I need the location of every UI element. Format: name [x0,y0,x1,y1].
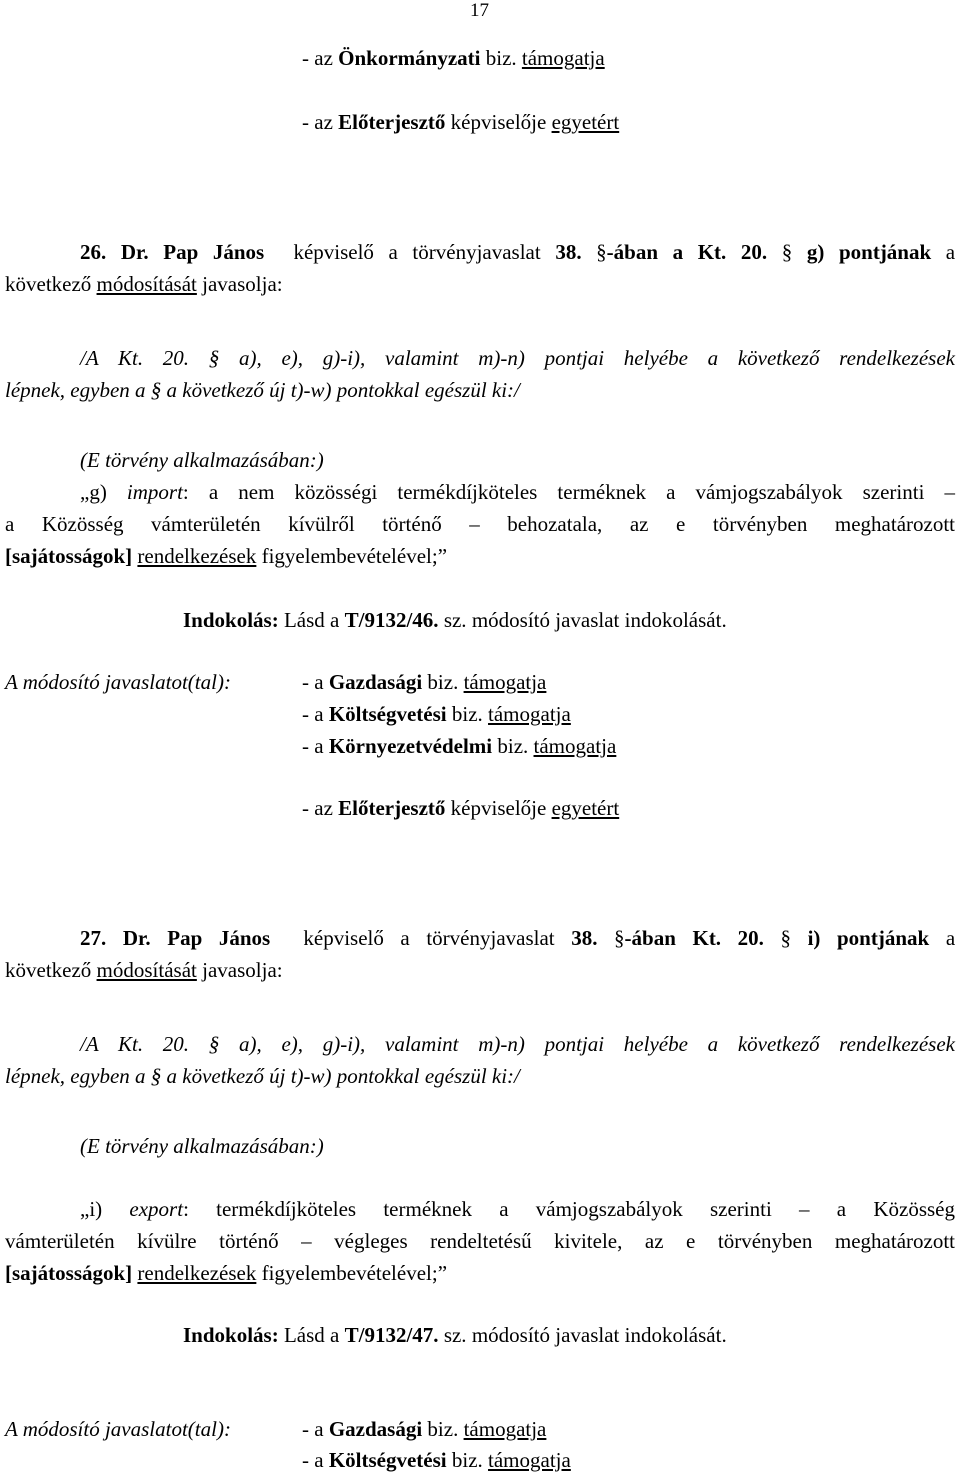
text: § [596,240,607,264]
decision: támogatja [488,1448,571,1472]
item-26-support-kornyezetvedelmi [302,733,616,759]
text: képviselő a törvényjavaslat [303,926,572,950]
point-ref: i) pontjának [807,926,930,950]
item-26-quote-line1 [5,345,955,371]
item-26-support-gazdasagi [302,669,546,695]
support-label: A módosító javaslatot(tal): [5,670,231,694]
decision: egyetért [551,110,620,134]
text: „i) [80,1197,130,1221]
item-26-quote-line2 [5,377,520,403]
document-ref: T/9132/46. [344,608,439,632]
presenter-label: Előterjesztő [338,796,446,820]
item-27-heading-cont [5,957,283,983]
item-27-quote-line2 [5,1063,520,1089]
item-26-context [80,447,324,473]
text: módosítását [96,272,197,296]
text: biz. [480,46,522,70]
text: módosító javaslat indokolását. [466,1323,727,1347]
item-26-support-label [5,669,231,695]
committee-name: Gazdasági [328,1417,423,1441]
item-number: 26. [80,240,107,264]
text: javasolja: [196,958,283,982]
text: a [945,926,956,950]
justification-label: Indokolás: [183,608,279,632]
committee-name: Gazdasági [328,670,423,694]
quote-text: /A Kt. 20. § a), e), g)-i), valamint m)-n) pontjai helyébe a következő rendelkezések [80,1032,955,1056]
item-26-definition-line2: a Közösség vámterületén kívülről történő – behozatala, az e törvényben meghatározott [5,512,955,536]
text: biz. [492,734,534,758]
text: biz. [422,670,464,694]
text: - a [302,1417,329,1441]
item-27-support-koltsegvetesi [302,1447,571,1473]
text: : termékdíjköteles terméknek a vámjogszabályok szerinti – a Közösség [183,1197,955,1221]
text: a [945,240,956,264]
text: figyelembevételével;” [256,544,448,568]
text: § [614,926,625,950]
point-ref: g) pontjának [806,240,932,264]
support-line-onkormanyzati [302,45,605,71]
item-27-context [80,1133,324,1159]
decision: egyetért [551,796,620,820]
item-26-support-koltsegvetesi [302,701,571,727]
section-ref: 38. [555,240,582,264]
text: : a nem közösségi termékdíjköteles terméknek a vámjogszabályok szerinti – [182,480,955,504]
deleted-text: [sajátosságok] [5,1261,133,1285]
item-27-support-label [5,1416,231,1442]
text: biz. [422,1417,464,1441]
representative-name: Pap János [167,926,271,950]
text: Lásd a [278,608,345,632]
text: - az [302,110,339,134]
item-26-definition-line1 [5,479,955,505]
decision: támogatja [521,46,605,70]
text: következő [5,958,97,982]
text: figyelembevételével;” [256,1261,448,1285]
text: javasolja: [196,272,283,296]
text: - a [302,670,329,694]
law-ref: Kt. 20. [697,240,768,264]
text: képviselő a törvényjavaslat [293,240,556,264]
text: - a [302,1448,329,1472]
item-number: 27. [80,926,107,950]
document-ref: T/9132/47. [344,1323,439,1347]
section-ref: 38. [571,926,598,950]
defined-term: export [129,1197,184,1221]
decision: támogatja [533,734,617,758]
item-26-definition-line3 [5,543,447,569]
item-27-justification [183,1322,727,1348]
text: - az [302,46,339,70]
text: képviselője [445,796,552,820]
representative-name: Pap János [163,240,265,264]
committee-name: Költségvetési [328,702,447,726]
text: - a [302,702,329,726]
item-27-definition-line2: vámterületén kívülre történő – végleges rendeltetésű kivitele, az e törvényben meghatározott [5,1229,955,1253]
presenter-label: Előterjesztő [338,110,446,134]
text: § [780,926,791,950]
page-number: 17 [470,0,489,21]
text: Lásd a [278,1323,345,1347]
text: következő [5,272,97,296]
decision: támogatja [463,670,547,694]
context-text: (E törvény alkalmazásában:) [80,448,324,472]
title: Dr. [122,926,151,950]
text: módosító javaslat indokolását. [466,608,727,632]
title: Dr. [120,240,149,264]
text: sz. [438,1323,467,1347]
text: sz. [438,608,467,632]
item-27-support-gazdasagi [302,1416,546,1442]
text: -ában [624,926,693,950]
context-text: (E törvény alkalmazásában:) [80,1134,324,1158]
law-ref: Kt. 20. [692,926,764,950]
text: - az [302,796,339,820]
text: képviselője [445,110,552,134]
text: biz. [446,1448,489,1472]
decision: támogatja [463,1417,547,1441]
text: módosítását [96,958,197,982]
item-26-heading [5,239,955,265]
quote-text: /A Kt. 20. § a), e), g)-i), valamint m)-n) pontjai helyébe a következő rendelkezések [80,346,955,370]
text: biz. [446,702,489,726]
defined-term: import [126,480,183,504]
inserted-text: rendelkezések [137,544,257,568]
item-27-heading [5,925,955,951]
presenter-line [302,109,619,135]
decision: támogatja [488,702,571,726]
justification-label: Indokolás: [183,1323,279,1347]
text: „g) [80,480,127,504]
text: - a [302,734,329,758]
text: § [781,240,793,264]
support-label: A módosító javaslatot(tal): [5,1417,231,1441]
committee-name: Környezetvédelmi [328,734,493,758]
committee-name: Önkormányzati [338,46,481,70]
item-26-justification [183,607,727,633]
committee-name: Költségvetési [328,1448,447,1472]
item-27-definition-line3 [5,1260,447,1286]
item-27-quote-line1 [5,1031,955,1057]
quote-text: lépnek, egyben a § a következő új t)-w) pontokkal egészül ki:/ [5,378,520,402]
quote-text: lépnek, egyben a § a következő új t)-w) pontokkal egészül ki:/ [5,1064,520,1088]
item-26-heading-cont [5,271,283,297]
item-26-presenter-line [302,795,619,821]
deleted-text: [sajátosságok] [5,544,133,568]
text: -ában a [606,240,698,264]
inserted-text: rendelkezések [137,1261,257,1285]
item-27-definition-line1 [5,1196,955,1222]
